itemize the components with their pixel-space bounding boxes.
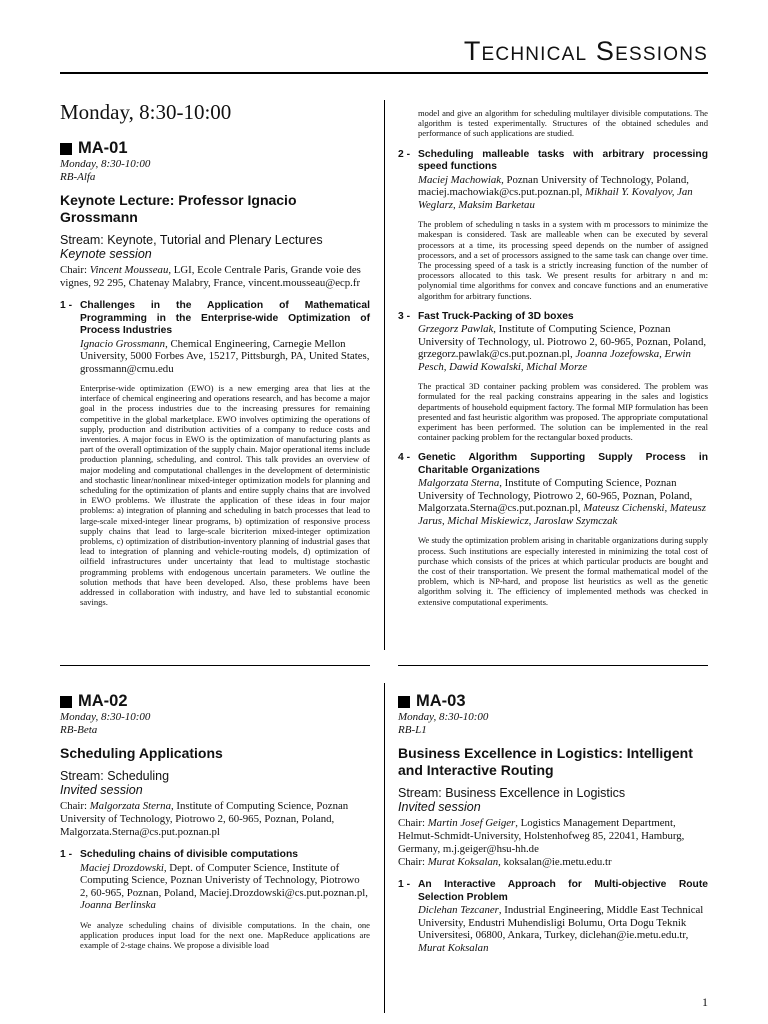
talk-authors: Ignacio Grossmann, Chemical Engineering, Carnegie Mellon University, 5000 Forbes Ave, 15217, Pittsburgh, PA, United States, grossmann@cmu.edu — [80, 337, 370, 375]
session-code: MA-02 — [60, 692, 370, 711]
day-heading: Monday, 8:30-10:00 — [60, 100, 232, 124]
session-title: Keynote Lecture: Professor Ignacio Grossmann — [60, 192, 297, 225]
session-stream: Stream: Business Excellence in Logistics — [398, 786, 626, 800]
talk-item — [398, 311, 708, 443]
column-divider-bottom — [384, 683, 385, 1013]
session-chair: Chair: Martin Josef Geiger, Logistics Management Department, Helmut-Schmidt-University, Holstenhofweg 85, 22041, Hamburg, Germany, m.j.geiger@hsu-hh.de — [398, 817, 685, 855]
talk-authors: Maciej Machowiak, Poznan University of Technology, Poland, maciej.machowiak@cs.put.poznan.pl, Mikhail Y. Kovalyov, Jan Weglarz, Maksim Barketau — [418, 173, 693, 211]
session-stream: Stream: Scheduling — [60, 769, 170, 783]
session-code: MA-01 — [60, 139, 370, 158]
talk-authors: Malgorzata Sterna, Institute of Computing Science, Poznan University of Technology, Piotrowo 2, 60-965, Poznan, Poland, Malgorzata.Sterna@cs.put.poznan.pl, Mateusz Cichenski, Mateusz Jarus, Michal Miskiewicz, Jaroslaw Szymczak — [418, 477, 706, 527]
square-bullet-icon — [398, 696, 410, 708]
talk-authors: Grzegorz Pawlak, Institute of Computing Science, Poznan University of Technology, ul. Piotrowo 2, 60-965, Poznan, Poland, grzegorz.pawlak@cs.put.poznan.pl, Joanna Jozefowska, Erwin Pesch, Dawid Kowalski, Michal Morze — [418, 323, 707, 373]
session-room: RB-Alfa — [60, 171, 96, 183]
talk-abstract: We analyze scheduling chains of divisible computations. In the chain, one application produces input load for the next one. MapReduce applications are example of 2-stage chains. We propose a divisible load — [80, 919, 370, 950]
talk-item — [60, 300, 370, 607]
talk-number: 3 - — [398, 310, 411, 322]
talk-title: Scheduling malleable tasks with arbitrary processing speed functions — [418, 148, 708, 173]
session-chair: Chair: Malgorzata Sterna, Institute of Computing Science, Poznan University of Technology, Piotrowo 2, 60-965, Poznan, Poland, Malgorzata.Sterna@cs.put.poznan.pl — [60, 800, 349, 838]
talk-number: 4 - — [398, 452, 411, 464]
session-type: Invited session — [398, 800, 481, 814]
session-time: Monday, 8:30-10:00 — [398, 711, 489, 723]
continued-abstract: model and give an algorithm for scheduling multilayer divisible computations. The algorithm is tested experimentally. Structures of the obtained schedules and performance of such applications are studied. — [418, 108, 708, 139]
talk-abstract: The practical 3D container packing problem was considered. The problem was formulated for the real packing constrains appearing in the sales and logistics departments of household equipment factory. The formal MIP formulation has been presented and fast heuristic algorithm was proposed. The appropriate computational experiment has been performed. The solution can be implemented in the real container packing problem for the rectangular boxed products. — [418, 381, 708, 443]
talk-title: Genetic Algorithm Supporting Supply Process in Charitable Organizations — [418, 452, 708, 476]
section-rule-left — [60, 665, 370, 666]
talk-item — [398, 879, 708, 954]
talk-number: 1 - — [60, 849, 73, 860]
section-rule-right — [398, 665, 708, 666]
session-chair: Chair: Vincent Mousseau, LGI, Ecole Centrale Paris, Grande voie des vignes, 92 295, Chatenay Malabry, France, vincent.mousseau@ecp.fr — [60, 264, 361, 289]
column-divider-top — [384, 100, 385, 650]
header-rule — [60, 72, 708, 74]
talk-item — [60, 849, 370, 950]
session-title: Scheduling Applications — [60, 745, 223, 761]
talk-abstract: Enterprise-wide optimization (EWO) is a new emerging area that lies at the interface of chemical engineering and operations research, and has become a major goal in the process industries due to the increasing pressures for remaining competitive in the global marketplace. EWO involves optimizing the operations of supply, production and distribution activities of a company to reduce costs and inventories. A major focus in EWO is the optimization of manufacturing plants as part of the overall optimization of the supply chain. Major operational items include production planning, scheduling, and control. This talk provides an overview of major modeling and computational challenges in the development of deterministic and stochastic linear/nonlinear mixed-integer optimization models for planning and scheduling for the optimization of plants and entire supply chains that are involved in EWO problems. We illustrate the application of these ideas in four major problems: a) integration of planning and scheduling in batch processes that lead to large-scale mixed-integer linear programs, b) optimization of responsive process supply chains that lead to large-scale bicriterion mixed-integer optimization problems, c) optimization of distribution-inventory planning of industrial gases that lead to integration of planning and vehicle-routing models, d) optimization of oilfield infrastructures under uncertainty that lead to multistage stochastic programming problems with endogenous uncertain parameters. We outline the solution methods that have been developed. Also, these problems have been addressed in collaboration with industry, and have led to substantial economic savings. — [80, 383, 370, 608]
session-type: Invited session — [60, 783, 143, 797]
talk-authors: Maciej Drozdowski, Dept. of Computer Science, Institute of Computing Science, Poznan Univeristy of Technology, Piotrowo 2, 60-965, Poznan, Poland, Maciej.Drozdowski@cs.put.poznan.pl, Joanna Berlinska — [80, 861, 368, 911]
talk-number: 2 - — [398, 148, 411, 160]
talk-abstract: The problem of scheduling n tasks in a system with m processors to minimize the makespan is considered. Task are malleable when can be executed by several processors at a time, its processing speed depends on the number of assigned processors, and a set of processors assigned to the same task can change over time. The processing speed of a task is a strictly increasing function of the number of processors allocated to this task. We present results for arbitrary n and m: polynomial time algorithms for convex and concave functions and an enumerative algorithm for arbitrary functions. — [418, 219, 708, 301]
session-ma-01 — [60, 100, 370, 607]
session-title: Business Excellence in Logistics: Intelligent and Interactive Routing — [398, 745, 693, 778]
session-time: Monday, 8:30-10:00 — [60, 711, 151, 723]
talk-item — [398, 452, 708, 606]
talk-title: Scheduling chains of divisible computations — [80, 849, 298, 860]
session-code: MA-03 — [398, 692, 708, 711]
talk-title: Challenges in the Application of Mathematical Programming in the Enterprise-wide Optimization of Process Industries — [80, 300, 370, 336]
talk-abstract: We study the optimization problem arising in charitable organizations during supply process. Such institutions are especially interested in minimizing the total cost of purchase which consists of the prices at which particular products are bought and the cost of their transportation. We present the formal mathematical model of the problem, which is NP-hard, and propose list heuristics as well as the genetic algorithm solving it. The efficiency of implemented methods was checked in extensive computational experiments. — [418, 535, 708, 607]
page-header-title: Technical Sessions — [463, 36, 708, 66]
talk-title: Fast Truck-Packing of 3D boxes — [418, 310, 574, 322]
talk-number: 1 - — [398, 879, 411, 890]
page-number: 1 — [702, 995, 708, 1009]
square-bullet-icon — [60, 143, 72, 155]
session-time: Monday, 8:30-10:00 — [60, 158, 151, 170]
session-type: Keynote session — [60, 247, 152, 261]
talk-number: 1 - — [60, 300, 73, 311]
right-column-top — [398, 108, 708, 607]
session-chair-2: Chair: Murat Koksalan, koksalan@ie.metu.edu.tr — [398, 856, 612, 868]
talk-title: An Interactive Approach for Multi-objective Route Selection Problem — [418, 879, 708, 903]
session-stream: Stream: Keynote, Tutorial and Plenary Lectures — [60, 233, 323, 247]
square-bullet-icon — [60, 696, 72, 708]
talk-authors: Diclehan Tezcaner, Industrial Engineering, Middle East Technical University, Endustri Muhendisligi Bolumu, Orta Dogu Teknik Universitesi, 06800, Ankara, Turkey, diclehan@ie.metu.edu.tr, Murat Koksalan — [418, 904, 704, 954]
session-room: RB-Beta — [60, 724, 98, 736]
talk-item — [398, 149, 708, 301]
session-room: RB-L1 — [398, 724, 427, 736]
session-ma-02 — [60, 692, 370, 950]
session-ma-03 — [398, 692, 708, 954]
